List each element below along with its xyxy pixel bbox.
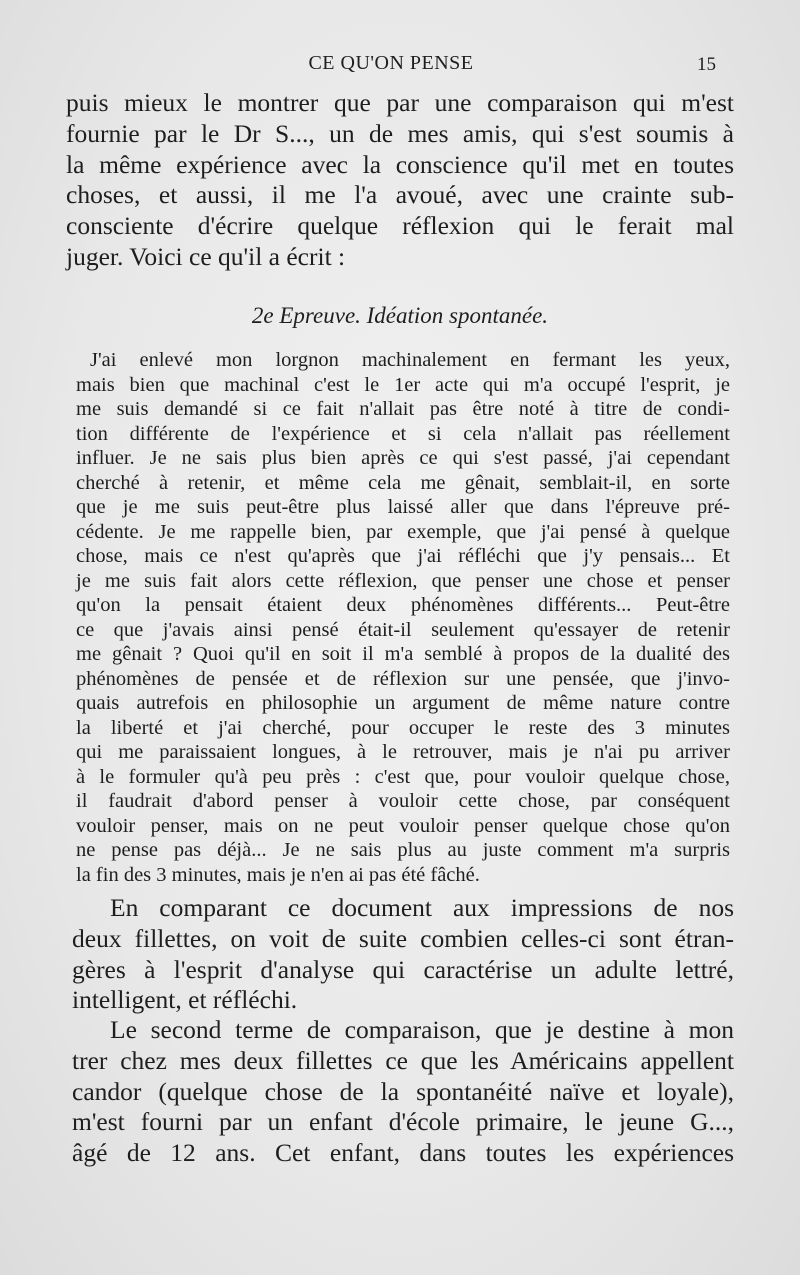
- quote-line: à le formuler qu'à peu près : c'est que, pour vouloir quelque chose,: [76, 765, 730, 788]
- text-line: âgé de 12 ans. Cet enfant, dans toutes les expériences: [72, 1138, 734, 1168]
- quote-line: qu'on la pensait étaient deux phénomènes différents... Peut-être: [76, 594, 730, 616]
- quote-line: me suis demandé si ce fait n'allait pas être noté à titre de condi-: [76, 398, 730, 420]
- quote-line: ce que j'avais ainsi pensé était-il seulement qu'essayer de retenir: [76, 618, 730, 641]
- text-line: puis mieux le montrer que par une comparaison qui m'est: [66, 88, 734, 117]
- quote-line: cédente. Je me rappelle bien, par exemple, que j'ai pensé à quelque: [76, 520, 730, 543]
- quote-line: me gênait ? Quoi qu'il en soit il m'a semblé à propos de la dualité des: [76, 643, 730, 665]
- text-line: trer chez mes deux fillettes ce que les Américains appellent: [72, 1045, 734, 1075]
- running-head: [66, 52, 716, 76]
- quote-line: J'ai enlevé mon lorgnon machinalement en fermant les yeux,: [90, 349, 730, 371]
- intro-paragraph: [66, 88, 734, 273]
- quote-line: qui me paraissaient longues, à le retrouver, mais je n'ai pu arriver: [76, 741, 730, 763]
- running-title: CE QU'ON PENSE: [308, 52, 474, 74]
- text-line: fournie par le Dr S..., un de mes amis, qui s'est soumis à: [66, 118, 734, 148]
- quote-line: la liberté et j'ai cherché, pour occuper le reste des 3 minutes: [76, 716, 730, 739]
- page-number: 15: [697, 54, 716, 75]
- quote-line: ne pense pas déjà... Je ne sais plus au juste comment m'a surpris: [76, 839, 730, 861]
- text-line: gères à l'esprit d'analyse qui caractérise un adulte lettré,: [72, 954, 734, 984]
- paragraph-comparison: [72, 893, 734, 1016]
- text-line: candor (quelque chose de la spontanéité naïve et loyale),: [72, 1076, 734, 1106]
- text-line: Le second terme de comparaison, que je destine à mon: [110, 1015, 734, 1044]
- paragraph-second-term: [72, 1015, 734, 1169]
- quote-line: la fin des 3 minutes, mais je n'en ai pas été fâché.: [76, 863, 480, 886]
- text-line: m'est fourni par un enfant d'école primaire, le jeune G...,: [72, 1107, 734, 1137]
- quote-line: il faudrait d'abord penser à vouloir cette chose, par conséquent: [76, 790, 730, 812]
- quoted-document: [76, 348, 730, 887]
- section-heading: 2e Epreuve. Idéation spontanée.: [251, 303, 549, 328]
- quote-line: chose, mais ce n'est qu'après que j'ai réfléchi que j'y pensais... Et: [76, 545, 730, 567]
- text-line: intelligent, et réfléchi.: [72, 985, 298, 1015]
- quote-line: cherché à retenir, et même cela me gênait, semblait-il, en sorte: [76, 471, 730, 494]
- quote-line: influer. Je ne sais plus bien après ce qui s'est passé, j'ai cependant: [76, 447, 730, 469]
- quote-line: tion différente de l'expérience et si cela n'allait pas réellement: [76, 422, 730, 445]
- text-line: deux fillettes, on voit de suite combien celles-ci sont étran-: [72, 923, 734, 953]
- text-line: choses, et aussi, il me l'a avoué, avec une crainte sub-: [66, 180, 734, 210]
- text-line: En comparant ce document aux impressions de nos: [110, 893, 734, 922]
- quote-line: que je me suis peut-être plus laissé aller que dans l'épreuve pré-: [76, 496, 730, 518]
- text-line: consciente d'écrire quelque réflexion qui le ferait mal: [66, 211, 734, 241]
- text-line: la même expérience avec la conscience qu'il met en toutes: [66, 149, 734, 179]
- quote-line: vouloir penser, mais on ne peut vouloir penser quelque chose qu'on: [76, 814, 730, 837]
- quote-line: mais bien que machinal c'est le 1er acte qui m'a occupé l'esprit, je: [76, 373, 730, 396]
- quote-line: je me suis fait alors cette réflexion, que penser une chose et penser: [76, 569, 730, 592]
- quote-line: quais autrefois en philosophie un argument de même nature contre: [76, 692, 730, 714]
- text-line: juger. Voici ce qu'il a écrit :: [66, 241, 346, 271]
- quote-line: phénomènes de pensée et de réflexion sur une pensée, que j'invo-: [76, 667, 730, 690]
